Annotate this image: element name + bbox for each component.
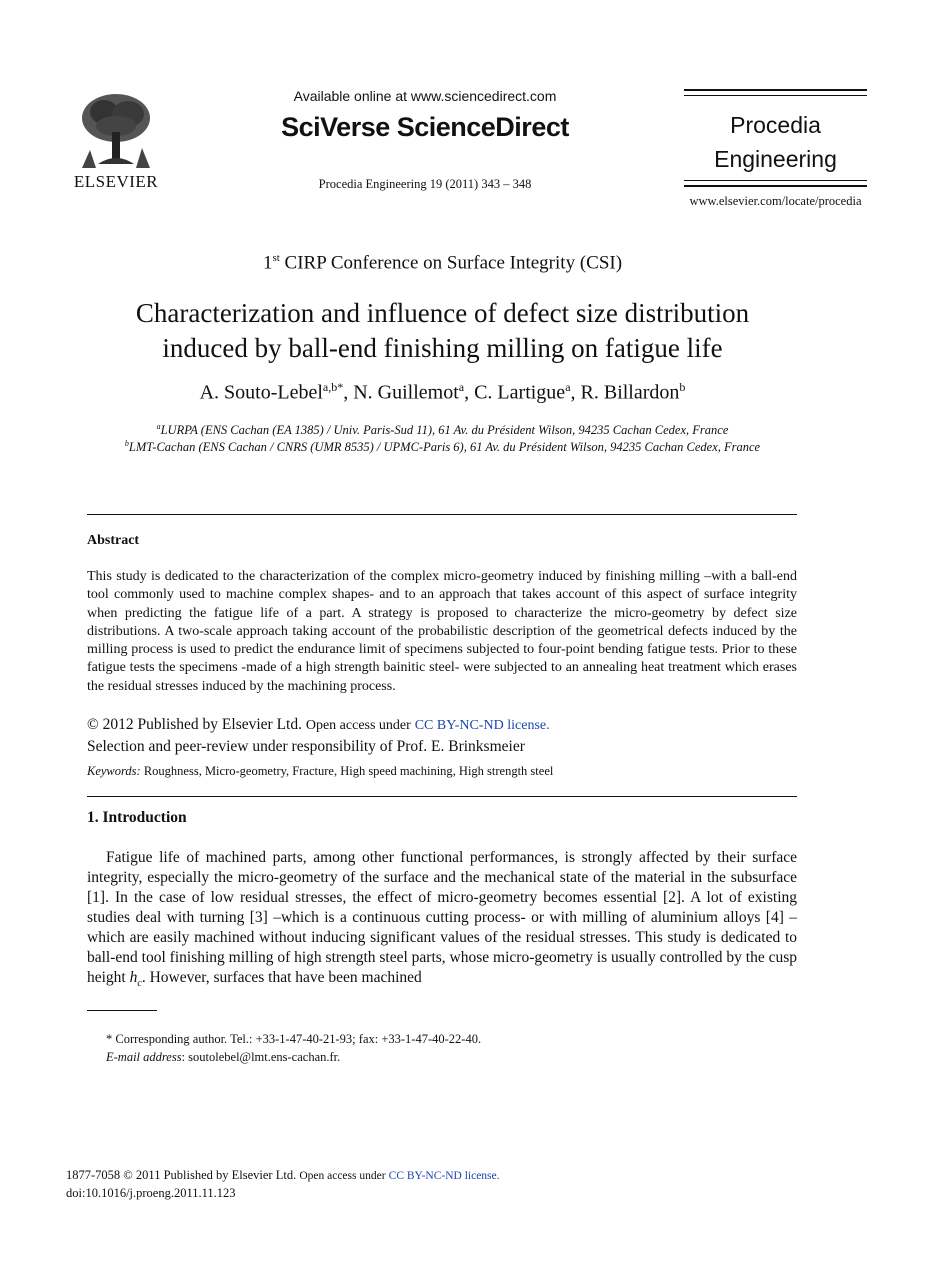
affiliation-text: LMT-Cachan (ENS Cachan / CNRS (UMR 8535) / UPMC-Paris 6), 61 Av. du Président Wilson, 94235 Cachan Cedex, France <box>128 440 761 455</box>
affiliation-text: LURPA (ENS Cachan (EA 1385) / Univ. Paris-Sud 11), 61 Av. du Président Wilson, 94235 Cachan Cedex, France <box>160 423 729 438</box>
introduction-text-continued: . However, surfaces that have been machined <box>141 969 422 986</box>
abstract-top-rule <box>87 514 797 515</box>
corresponding-author-footnote: * Corresponding author. Tel.: +33-1-47-40-21-93; fax: +33-1-47-40-22-40. <box>106 1032 482 1046</box>
affiliation-b <box>0 439 885 455</box>
paper-title <box>60 296 825 366</box>
author-separator: , <box>343 381 354 404</box>
journal-title-line1: Procedia <box>730 112 821 138</box>
journal-bottom-rule <box>684 185 867 187</box>
author-separator: , <box>570 381 581 404</box>
abstract-body: This study is dedicated to the characterization of the complex micro-geometry induced by finishing milling –with a ball-end tool commonly used to machine complex shapes- and to an approach that takes account of this aspect of surface integrity when predicting the fatigue life of a part. A strategy is proposed to characterize the micro-geometry by defect size distributions. A two-scale approach taking account of the probabilistic description of the geometrical defects induced by the milling process is used to predict the endurance limit of specimens subjected to four-point bending fatigue tests. Prior to these fatigue tests the specimens -made of a high strength bainitic steel- were subjected to an annealing heat treatment which erases the residual stresses induced by the machining process. <box>87 569 797 694</box>
peer-review-statement: Selection and peer-review under responsibility of Prof. E. Brinksmeier <box>87 738 525 755</box>
elsevier-wordmark: ELSEVIER <box>73 172 159 191</box>
affiliation-mark: b <box>124 439 129 448</box>
author-separator: , <box>464 381 475 404</box>
cusp-height-symbol: h <box>129 969 138 986</box>
footer-license-link[interactable]: CC BY-NC-ND license. <box>388 1170 500 1182</box>
author-name: A. Souto-Lebel <box>199 381 323 404</box>
open-access-text: Open access under <box>305 718 411 733</box>
copyright-text: © 2012 Published by Elsevier Ltd. <box>87 716 302 733</box>
author-name: R. Billardon <box>580 381 680 404</box>
author-name: N. Guillemot <box>353 381 459 404</box>
keywords-list: Roughness, Micro-geometry, Fracture, High speed machining, High strength steel <box>143 764 554 778</box>
author-affiliation-mark: a <box>458 380 465 394</box>
conference-rest: CIRP Conference on Surface Integrity (CSI) <box>279 252 623 274</box>
issn-text: 1877-7058 © 2011 Published by Elsevier Ltd. <box>66 1168 297 1182</box>
section-heading-introduction: 1. Introduction <box>87 809 187 826</box>
footer-open-access: Open access under <box>299 1170 386 1182</box>
journal-bottom-rule-thin <box>684 180 867 181</box>
paper-title-line1: Characterization and influence of defect size distribution <box>135 298 750 328</box>
abstract-heading: Abstract <box>87 533 140 548</box>
email-value[interactable]: : soutolebel@lmt.ens-cachan.fr. <box>181 1050 341 1064</box>
license-link[interactable]: CC BY-NC-ND license. <box>414 718 550 733</box>
affiliation-a <box>0 422 885 438</box>
journal-citation: Procedia Engineering 19 (2011) 343 – 348 <box>318 177 532 191</box>
author-affiliation-mark: b <box>679 380 686 394</box>
abstract-bottom-rule <box>87 796 797 797</box>
affiliation-mark: a <box>156 422 161 431</box>
journal-title-line2: Engineering <box>714 146 837 172</box>
journal-top-rule <box>684 89 867 91</box>
sciverse-sciencedirect-logo: SciVerse ScienceDirect <box>281 112 569 142</box>
author-name: C. Lartigue <box>474 381 566 404</box>
journal-top-rule-thin <box>684 95 867 96</box>
journal-title-block <box>684 108 867 176</box>
footer-block <box>66 1167 500 1202</box>
doi-line[interactable]: doi:10.1016/j.proeng.2011.11.123 <box>66 1186 236 1200</box>
email-label: E-mail address <box>106 1050 182 1064</box>
introduction-text: Fatigue life of machined parts, among other functional performances, is strongly affected by their surface integrity, especially the micro-geometry of the surface and the mechanical state of the material in the subsurface [1]. In the case of low residual stresses, the effect of micro-geometry becomes essential [2]. A lot of existing studies deal with turning [3] –which is a continuous cutting process- or with milling of aluminium alloys [4] –which are easily machined without inducing significant values of the residual stresses. This study is dedicated to ball-end tool finishing milling of high strength steel parts, whose micro-geometry is usually controlled by the cusp height <box>87 849 797 986</box>
footnote-rule <box>87 1010 157 1011</box>
copyright-line <box>87 716 550 734</box>
author-affiliation-mark: a <box>565 380 571 394</box>
keywords-line <box>87 764 553 779</box>
journal-url[interactable]: www.elsevier.com/locate/procedia <box>689 194 862 208</box>
email-footnote <box>106 1050 340 1065</box>
conference-ordinal-sup: st <box>272 252 280 264</box>
introduction-body <box>87 848 797 994</box>
author-affiliation-mark: a,b* <box>322 380 344 394</box>
paper-title-line2: induced by ball-end finishing milling on fatigue life <box>162 333 723 363</box>
issn-line <box>66 1167 500 1185</box>
conference-ordinal: 1 <box>262 252 273 274</box>
keywords-label: Keywords: <box>87 764 141 778</box>
author-list <box>0 380 885 405</box>
conference-name <box>0 252 885 274</box>
cusp-height-subscript: c <box>137 978 142 990</box>
available-online-text: Available online at www.sciencedirect.com <box>293 88 557 104</box>
